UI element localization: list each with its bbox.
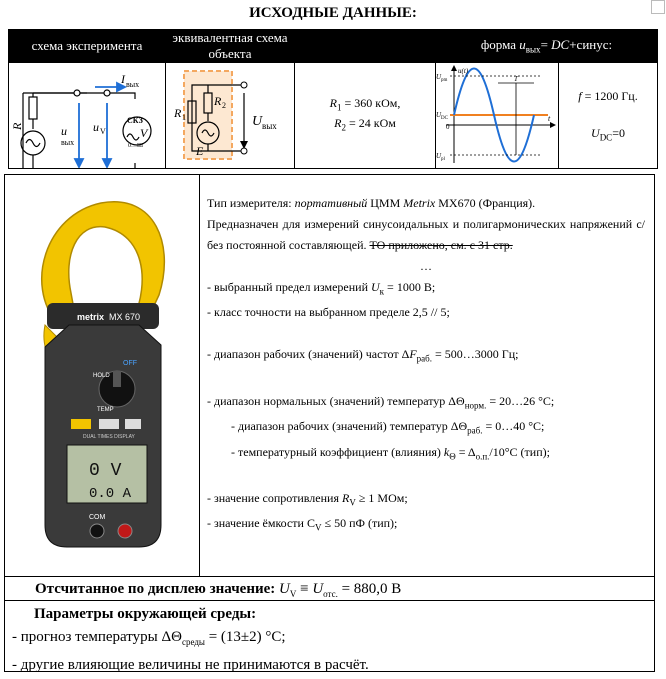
svg-text:u(t): u(t) <box>458 67 469 75</box>
desc-range: - выбранный предел измерений $U_к = 1000$ В; <box>207 280 436 297</box>
source-data-table <box>8 29 658 169</box>
desc-resistance: - значение сопротивления $R_V \ge 1$ МОм; <box>207 490 408 508</box>
svg-text:metrix: metrix <box>77 312 105 322</box>
header-equivalent: эквивалентная схема объекта <box>166 30 295 63</box>
resistor-rout <box>29 97 37 119</box>
waveform-diagram <box>436 63 558 168</box>
svg-text:0…Ш: 0…Ш <box>128 143 144 149</box>
svg-text:E: E <box>196 144 204 158</box>
desc-frequency: - диапазон рабочих (значений) частот $\Delta F_{раб.}$ = 500…3000 Гц; <box>207 347 519 364</box>
svg-text:U: U <box>436 73 442 81</box>
desc-capacitance: - значение ёмкости $C_V \le 50$ пФ (тип); <box>207 516 398 533</box>
svg-text:V: V <box>140 126 148 140</box>
svg-text:U: U <box>436 152 442 160</box>
svg-text:pm: pm <box>441 78 448 83</box>
freq-value: f = 1200 Гц. <box>578 88 638 103</box>
svg-text:DC: DC <box>441 116 448 121</box>
instrument-photo <box>5 175 200 576</box>
env-other: - другие влияющие величины не принимаются в расчёт. <box>12 657 369 673</box>
svg-text:0: 0 <box>446 123 450 131</box>
experiment-circuit-diagram <box>9 63 165 168</box>
desc-accuracy: - класс точности на выбранном пределе 2,5 // 5; <box>207 305 450 320</box>
desc-temp-normal: - диапазон нормальных (значений) температур $\Delta\Theta_{норм.}$ = 20…26 °С; <box>207 393 555 411</box>
desc-temp-coef: - температурный коэффициент (влияния) $k_\Theta = \Delta_{о.п.}/10^\circ С$ (тип); <box>231 444 550 461</box>
svg-text:I: I <box>121 72 125 86</box>
svg-text:0.0 A: 0.0 A <box>89 486 132 502</box>
header-form: форма $u_{вых}=$ DC+синус: <box>436 30 658 63</box>
svg-text:TEMP: TEMP <box>97 407 114 413</box>
svg-text:R: R <box>174 106 182 120</box>
light-button[interactable] <box>125 419 141 429</box>
svg-text:R: R <box>10 122 24 130</box>
svg-text:u: u <box>93 120 99 134</box>
com-jack[interactable] <box>90 524 104 538</box>
svg-text:COM: COM <box>89 514 106 521</box>
minmax-button[interactable] <box>99 419 119 429</box>
freq-cell <box>559 63 658 169</box>
waveform-cell <box>436 63 559 169</box>
v-jack[interactable] <box>118 524 132 538</box>
param-r1: $R_1 = 360$ кОм, <box>329 96 401 113</box>
env-temp: - прогноз температуры $\Delta\Theta_{среды} = (13\pm 2)$ °С; <box>12 629 286 647</box>
svg-text:pl: pl <box>441 157 445 162</box>
desc-purpose: Предназначен для измерений синусоидальных и полигармонических напряжений с/без постоянной составляющей. ТО приложено, см. с 31 стр. <box>207 217 645 252</box>
clamp-meter-image <box>5 175 199 576</box>
svg-text:вых: вых <box>262 121 277 131</box>
desc-ellipsis: … <box>420 259 432 273</box>
equivalent-circuit-diagram <box>166 63 294 168</box>
svg-text:R: R <box>214 94 222 108</box>
header-params-empty <box>295 30 436 63</box>
desc-type: Тип измерителя: портативный ЦММ Metrix MX670 (Франция). <box>207 196 536 210</box>
svg-text:1: 1 <box>182 113 186 122</box>
svg-text:t: t <box>548 114 551 123</box>
svg-text:OFF: OFF <box>123 360 137 367</box>
svg-text:u: u <box>61 124 67 138</box>
desc-temp-working: - диапазон рабочих (значений) температур $\Delta\Theta_{раб.}$ = 0…40 °С; <box>231 419 545 436</box>
svg-text:MX 670: MX 670 <box>109 312 141 322</box>
svg-text:U: U <box>436 111 442 119</box>
svg-text:U: U <box>252 114 263 129</box>
page-title: ИСХОДНЫЕ ДАННЫЕ: <box>249 5 417 21</box>
svg-text:T: T <box>514 75 518 83</box>
svg-text:СКЗ: СКЗ <box>127 116 143 125</box>
udc-value: $U_{DC}=0$ <box>591 125 625 143</box>
environment-params <box>12 603 652 677</box>
svg-text:HOLD: HOLD <box>93 373 110 379</box>
svg-text:вых: вых <box>61 138 75 147</box>
svg-text:2: 2 <box>222 101 226 110</box>
svg-text:V: V <box>100 127 106 136</box>
scheme-cell <box>9 63 166 169</box>
svg-text:0 V: 0 V <box>89 461 122 481</box>
params-cell <box>295 63 436 169</box>
param-r2: $R_2 = 24$ кОм <box>334 115 396 132</box>
display-reading: Отсчитанное по дисплею значение: $U_V \equiv U_{отс.} = 880,0$ В <box>5 576 654 601</box>
svg-text:DUAL TIMES DISPLAY: DUAL TIMES DISPLAY <box>83 434 135 440</box>
instrument-description <box>207 193 645 539</box>
env-heading: Параметры окружающей среды: <box>34 606 257 622</box>
display-button[interactable] <box>71 419 91 429</box>
svg-text:вых: вых <box>126 80 140 89</box>
header-scheme: схема эксперимента <box>9 30 166 63</box>
equivalent-cell <box>166 63 295 169</box>
